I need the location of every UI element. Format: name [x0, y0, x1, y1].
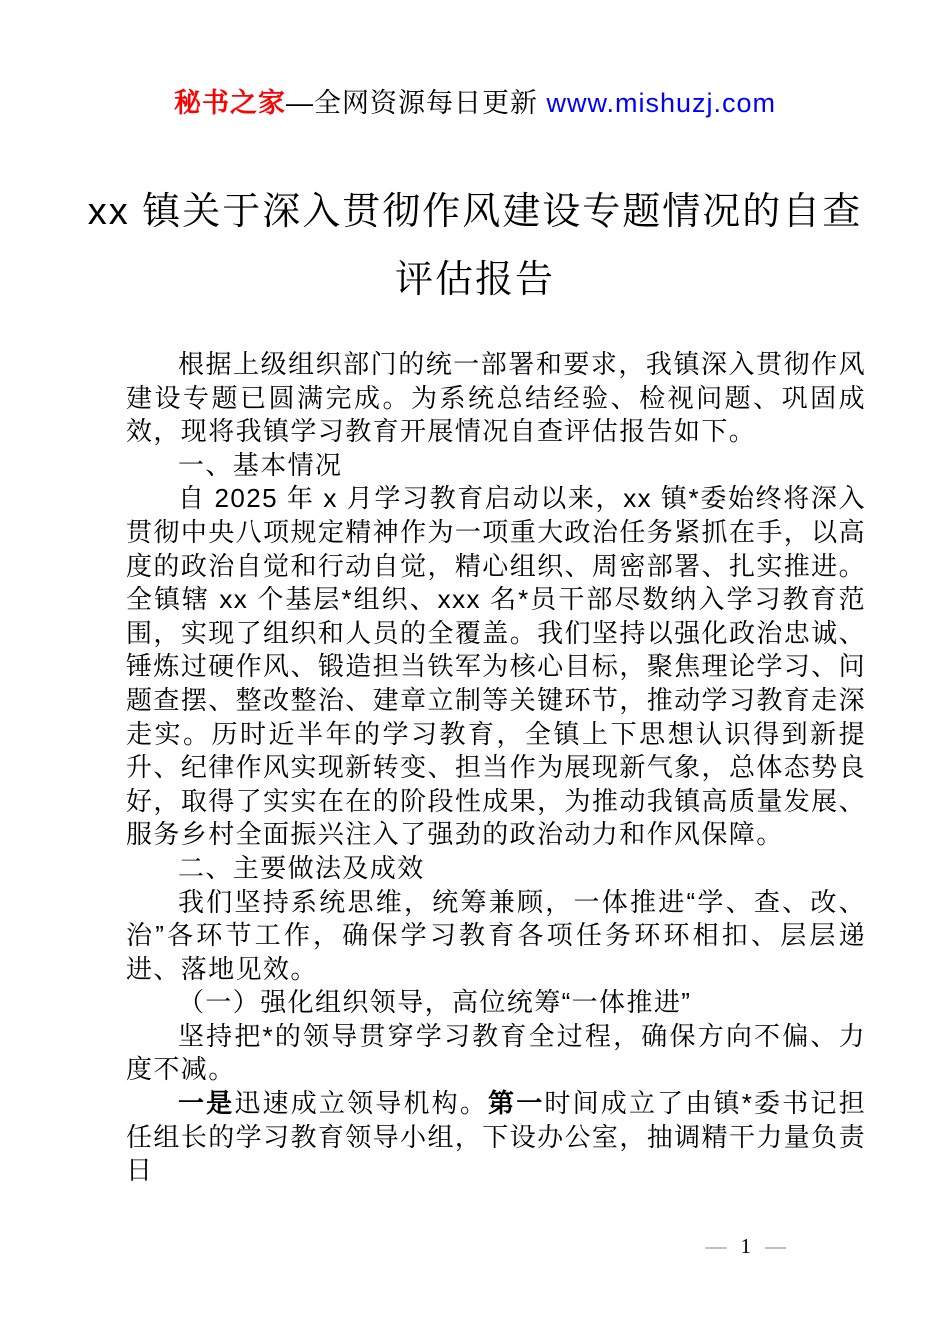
text-run: （一）强化组织领导，高位统筹“一体推进”	[178, 987, 692, 1018]
paragraph	[126, 482, 866, 852]
paragraph	[126, 348, 866, 449]
text-run: 二、主要做法及成效	[178, 852, 425, 883]
bold-run: 第一	[488, 1088, 545, 1119]
page-number: 1	[740, 1234, 751, 1258]
page-footer	[706, 1233, 787, 1259]
bold-run: 一是	[178, 1088, 235, 1119]
text-run: 迅速成立领导机构。	[234, 1088, 489, 1119]
text-run: 自 2025 年 x 月学习教育启动以来，xx 镇*委始终将深入贯彻中央八项规定精神作为一项重大政治任务紧抓在手，以高度的政治自觉和行动自觉，精心组织、周密部署、扎实推进。全镇辖 xx 个基层*组织、xxx 名*员干部尽数纳入学习教育范围，实现了组织和人员的全覆盖。我们坚持以强化政治忠诚、锤炼过硬作风、锻造担当铁军为核心目标，聚焦理论学习、问题查摆、整改整治、建章立制等关键环节，推动学习教育走深走实。历时近半年的学习教育，全镇上下思想认识得到新提升、纪律作风实现新转变、担当作为展现新气象，总体态势良好，取得了实实在在的阶段性成果，为推动我镇高质量发展、服务乡村全面振兴注入了强劲的政治动力和作风保障。	[126, 483, 866, 850]
paragraph	[126, 886, 866, 987]
text-run: 我们坚持系统思维，统筹兼顾，一体推进“学、查、改、治”各环节工作，确保学习教育各项任务环环相扣、层层递进、落地见效。	[126, 886, 866, 984]
paragraph	[126, 1087, 866, 1188]
text-run: 根据上级组织部门的统一部署和要求，我镇深入贯彻作风建设专题已圆满完成。为系统总结经验、检视问题、巩固成效，现将我镇学习教育开展情况自查评估报告如下。	[126, 349, 866, 447]
paragraph	[126, 1020, 866, 1087]
title-line-2: 评估报告	[394, 259, 555, 301]
site-url: www.mishuzj.com	[546, 88, 777, 118]
site-brand: 秘书之家	[173, 88, 286, 118]
section-heading	[126, 449, 866, 483]
text-run: 时间成立了由镇*委书记担任组长的学习教育领导小组，下设办公室，抽调精干力量负责日	[126, 1088, 866, 1186]
text-run: 坚持把*的领导贯穿学习教育全过程，确保方向不偏、力度不减。	[126, 1020, 866, 1085]
document-title	[60, 178, 890, 314]
text-run: 一、基本情况	[178, 449, 343, 480]
footer-dash-right: —	[765, 1234, 786, 1258]
watermark-header	[0, 86, 950, 120]
title-line-1: xx 镇关于深入贯彻作风建设专题情况的自查	[87, 191, 863, 233]
site-tagline: —全网资源每日更新	[285, 88, 547, 118]
section-heading	[126, 986, 866, 1020]
document-body	[126, 348, 866, 1188]
section-heading	[126, 852, 866, 886]
footer-dash-left: —	[705, 1234, 727, 1258]
